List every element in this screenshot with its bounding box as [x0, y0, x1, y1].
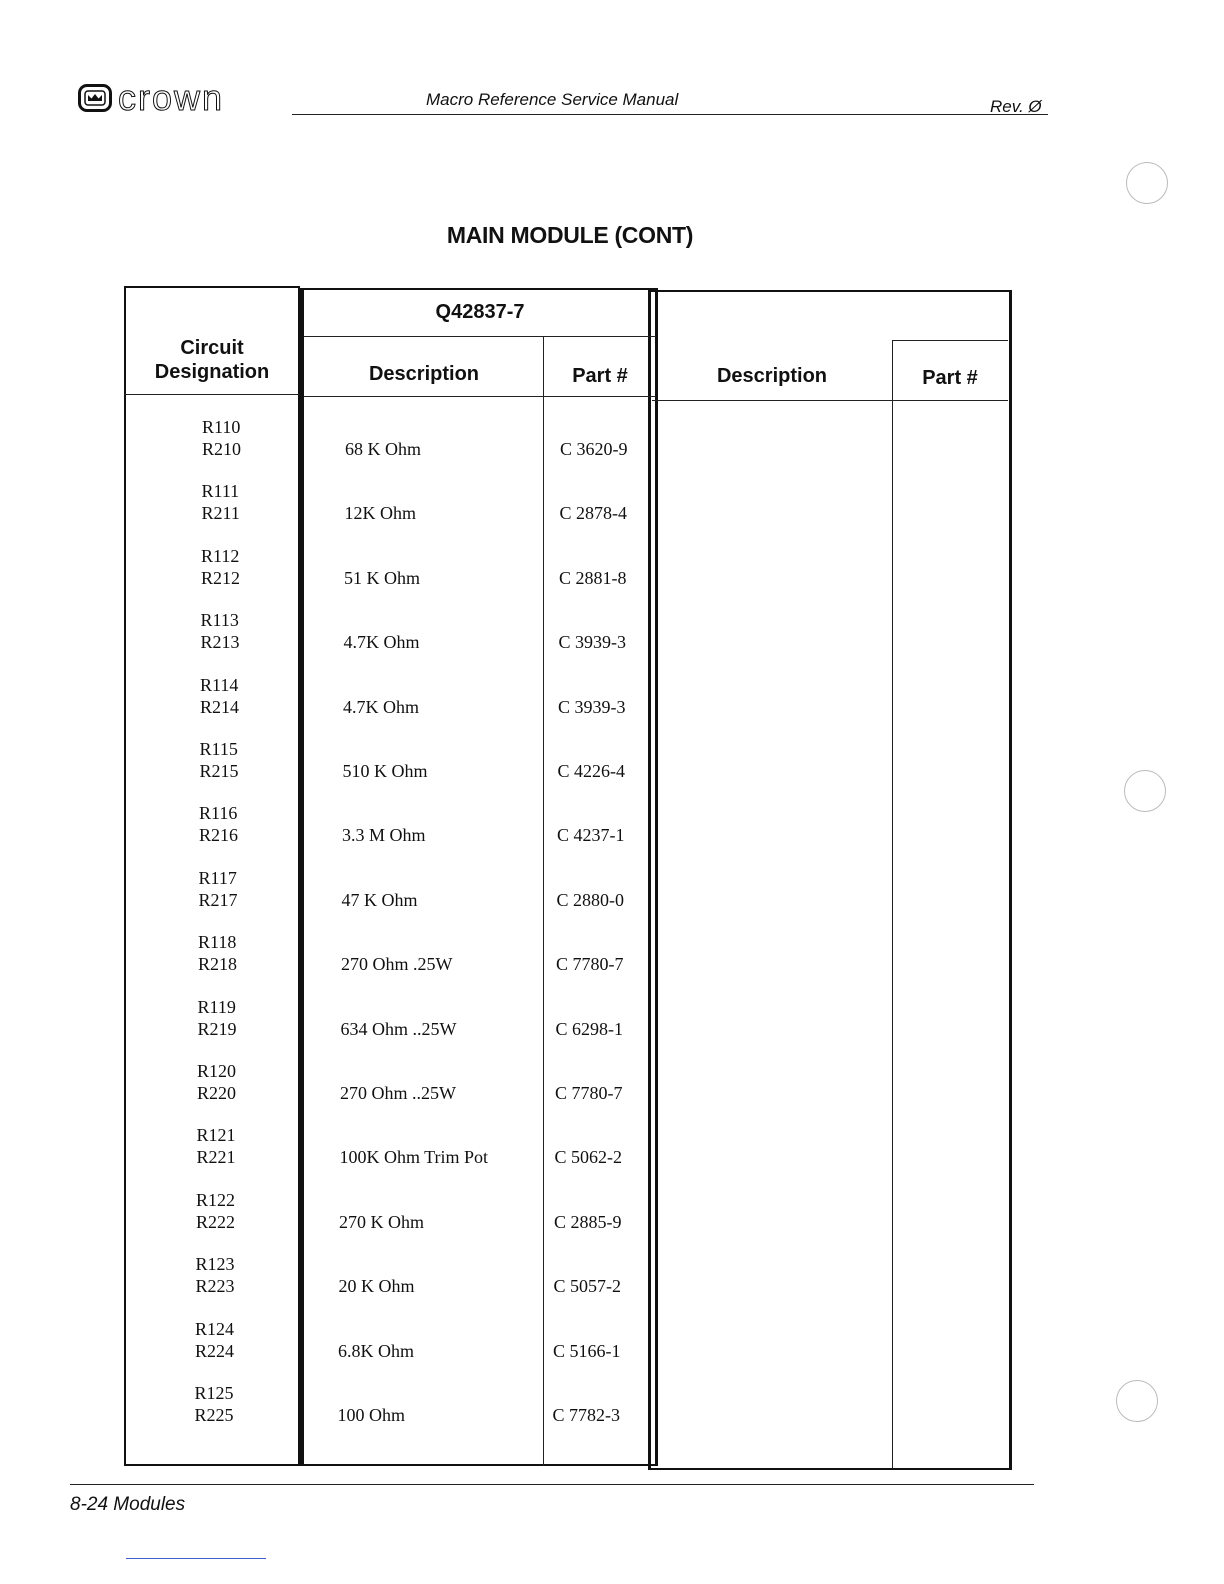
table-row	[0, 1060, 1224, 1106]
designation-code: R211	[201, 503, 240, 524]
header-divider	[124, 394, 300, 395]
designation-code: R212	[201, 567, 241, 588]
revision-label: Rev. Ø	[990, 97, 1042, 116]
circuit-designation	[198, 996, 278, 1040]
circuit-designation	[197, 1124, 277, 1168]
table-row	[0, 1189, 1224, 1235]
designation-code: R220	[197, 1083, 237, 1103]
table-row	[0, 480, 1224, 526]
header-divider	[304, 396, 656, 397]
designation-code: R113	[200, 610, 239, 631]
part-number: C 4226-4	[557, 761, 625, 781]
designation-code: R112	[201, 545, 240, 566]
part-description: 100 Ohm	[337, 1405, 405, 1425]
circuit-designation	[199, 802, 279, 846]
part-number: C 7780-7	[556, 954, 624, 975]
manual-title: Macro Reference Service Manual	[426, 90, 679, 109]
part-description: 270 Ohm .25W	[341, 954, 453, 975]
circuit-designation	[195, 1318, 275, 1362]
designation-code: R225	[194, 1405, 234, 1425]
part-number: C 3939-3	[558, 696, 626, 717]
designation-code: R119	[197, 996, 236, 1017]
table-row	[0, 545, 1224, 591]
circuit-designation	[202, 416, 282, 460]
part-number: C 3620-9	[560, 439, 628, 459]
circuit-designation	[196, 1253, 276, 1297]
model-divider	[892, 340, 1008, 341]
brand-wordmark: crown	[118, 77, 225, 118]
part-description: 270 K Ohm	[339, 1211, 424, 1232]
designation-code: R116	[199, 803, 238, 824]
part-description: 12K Ohm	[344, 503, 416, 524]
designation-code: R110	[202, 417, 241, 437]
table-row	[0, 1318, 1224, 1364]
part-number: C 4237-1	[557, 825, 625, 846]
designation-code: R120	[197, 1061, 237, 1081]
part-number: C 3939-3	[558, 632, 626, 653]
part-number: C 5057-2	[553, 1276, 621, 1297]
designation-code: R118	[198, 932, 237, 953]
circuit-designation	[200, 674, 280, 718]
circuit-designation	[198, 931, 278, 975]
table-row	[0, 416, 1224, 462]
designation-code: R122	[196, 1189, 236, 1210]
part-description: 100K Ohm Trim Pot	[339, 1147, 489, 1168]
part-description: 3.3 M Ohm	[342, 825, 426, 846]
page-title: MAIN MODULE (CONT)	[446, 222, 694, 248]
part-description: 68 K Ohm	[345, 439, 421, 459]
footer-rule	[70, 1484, 1034, 1485]
designation-code: R210	[202, 439, 242, 459]
table-row	[0, 996, 1224, 1042]
part-header: Part #	[572, 365, 628, 387]
circuit-designation	[202, 480, 282, 524]
designation-code: R217	[198, 889, 238, 910]
circuit-designation	[196, 1189, 276, 1233]
part-description: 20 K Ohm	[338, 1276, 415, 1297]
part-number: C 5166-1	[553, 1340, 621, 1361]
designation-code: R216	[199, 825, 239, 846]
table-row	[0, 1124, 1224, 1170]
table-row	[0, 802, 1224, 848]
designation-code: R121	[196, 1125, 236, 1146]
circuit-designation	[201, 609, 281, 653]
designation-code: R218	[198, 954, 238, 975]
part-description: 634 Ohm ..25W	[340, 1018, 457, 1039]
circuit-designation	[197, 1060, 277, 1104]
model-header: Q42837-7	[435, 301, 525, 323]
model-divider	[304, 336, 656, 337]
part-number: C 2880-0	[556, 889, 624, 910]
table-row	[0, 867, 1224, 913]
binder-hole	[1126, 162, 1168, 204]
part-description: 6.8K Ohm	[338, 1340, 414, 1361]
designation-code: R123	[195, 1254, 235, 1275]
part-description: 270 Ohm ..25W	[340, 1083, 456, 1103]
table-row	[0, 738, 1224, 784]
circuit-designation	[200, 738, 280, 782]
designation-code: R223	[195, 1276, 235, 1297]
designation-code: R221	[196, 1147, 236, 1168]
part-number: C 2885-9	[554, 1211, 622, 1232]
circuit-designation	[199, 867, 279, 911]
crown-icon	[78, 84, 112, 112]
description-header: Description	[368, 363, 480, 385]
designation-code: R213	[200, 632, 240, 653]
part-number: C 2881-8	[559, 567, 627, 588]
part-number: C 7780-7	[555, 1083, 623, 1103]
page-footer: 8-24 Modules	[70, 1494, 186, 1515]
part-header-2: Part #	[922, 367, 978, 389]
header-divider	[652, 400, 1008, 401]
part-description: 51 K Ohm	[344, 567, 420, 588]
designation-code: R222	[196, 1211, 236, 1232]
designation-code: R111	[201, 481, 240, 502]
circuit-designation-header: Circuit Designation	[154, 337, 270, 383]
circuit-designation	[195, 1382, 275, 1426]
designation-code: R219	[197, 1018, 237, 1039]
table-row	[0, 674, 1224, 720]
designation-code: R124	[195, 1318, 235, 1339]
designation-code: R125	[194, 1383, 234, 1403]
part-description: 4.7K Ohm	[343, 696, 419, 717]
designation-code: R214	[200, 696, 240, 717]
designation-code: R215	[199, 761, 239, 781]
table-row	[0, 1253, 1224, 1299]
circuit-designation	[201, 545, 281, 589]
part-number: C 6298-1	[555, 1018, 623, 1039]
part-number: C 2878-4	[559, 503, 627, 524]
part-description: 510 K Ohm	[342, 761, 428, 781]
designation-code: R224	[195, 1340, 235, 1361]
part-description: 47 K Ohm	[341, 889, 418, 910]
blue-rule	[126, 1558, 266, 1559]
part-number: C 7782-3	[552, 1405, 620, 1425]
designation-code: R114	[200, 674, 239, 695]
part-description: 4.7K Ohm	[343, 632, 420, 653]
header-rule	[292, 114, 1048, 115]
designation-code: R117	[198, 867, 237, 888]
crown-logo	[78, 77, 225, 118]
table-row	[0, 609, 1224, 655]
part-number: C 5062-2	[554, 1147, 622, 1168]
designation-code: R115	[199, 739, 238, 759]
table-row	[0, 931, 1224, 977]
table-row	[0, 1382, 1224, 1428]
description-header-2: Description	[716, 365, 828, 387]
